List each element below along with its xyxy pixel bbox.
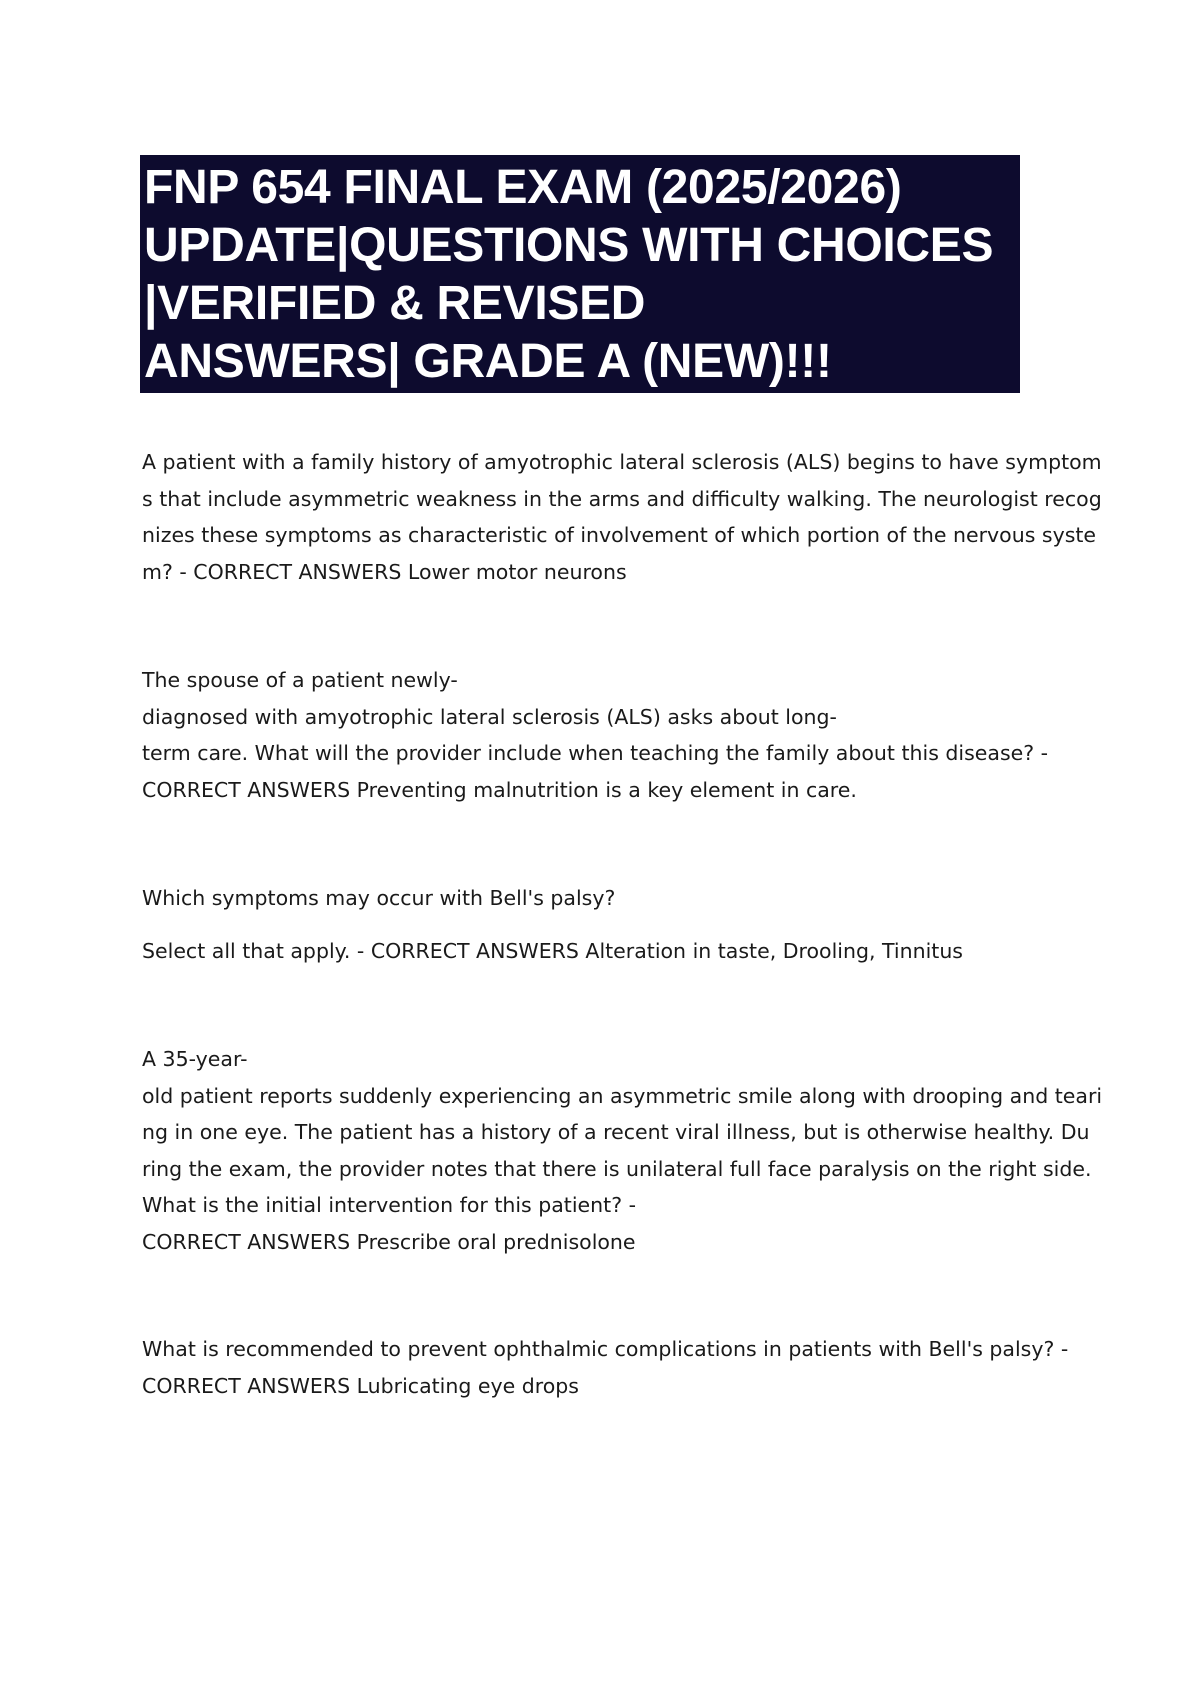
answer-text-line: CORRECT ANSWERS Lubricating eye drops bbox=[142, 1373, 579, 1398]
question-text-line: A patient with a family history of amyotrophic lateral sclerosis (ALS) begins to have symptom bbox=[142, 450, 1102, 474]
question-text-line: term care. What will the provider include when teaching the family about this disease? - bbox=[142, 741, 1049, 765]
answer-text-line: CORRECT ANSWERS Preventing malnutrition is a key element in care. bbox=[142, 777, 857, 802]
question-text-line: What is the initial intervention for this patient? - bbox=[142, 1193, 636, 1217]
question-text-line: What is recommended to prevent ophthalmic complications in patients with Bell's palsy? - bbox=[142, 1337, 1069, 1361]
title-line: UPDATE|QUESTIONS WITH CHOICES bbox=[144, 219, 994, 272]
question-block-1 bbox=[142, 444, 1102, 590]
question-text-line: nizes these symptoms as characteristic of involvement of which portion of the nervous syste bbox=[142, 523, 1097, 547]
title-line: |VERIFIED & REVISED bbox=[144, 277, 646, 330]
question-block-3 bbox=[142, 880, 1072, 969]
title-line: FNP 654 FINAL EXAM (2025/2026) bbox=[144, 161, 902, 214]
question-text-line: s that include asymmetric weakness in the arms and difficulty walking. The neurologist recog bbox=[142, 486, 1102, 511]
question-text-line: The spouse of a patient newly- bbox=[142, 668, 458, 692]
question-block-4 bbox=[142, 1041, 1103, 1260]
title-line: ANSWERS| GRADE A (NEW)!!! bbox=[144, 335, 832, 388]
question-text-line: diagnosed with amyotrophic lateral sclerosis (ALS) asks about long- bbox=[142, 704, 837, 729]
question-block-2 bbox=[142, 662, 1072, 808]
question-text-line: A 35-year- bbox=[142, 1047, 248, 1071]
answer-text-line: m? - CORRECT ANSWERS Lower motor neurons bbox=[142, 559, 627, 584]
question-text-line: ring the exam, the provider notes that there is unilateral full face paralysis on the right side. bbox=[142, 1156, 1092, 1181]
answer-text-line: CORRECT ANSWERS Prescribe oral prednisolone bbox=[142, 1229, 636, 1254]
question-block-5 bbox=[142, 1331, 1072, 1404]
answer-text-line: Select all that apply. - CORRECT ANSWERS Alteration in taste, Drooling, Tinnitus bbox=[142, 938, 963, 963]
question-text-line: Which symptoms may occur with Bell's palsy? bbox=[142, 886, 616, 910]
question-text-line: old patient reports suddenly experiencing an asymmetric smile along with drooping and teari bbox=[142, 1083, 1103, 1108]
title-banner bbox=[140, 155, 1020, 393]
question-text-line: ng in one eye. The patient has a history of a recent viral illness, but is otherwise healthy. Du bbox=[142, 1120, 1090, 1144]
